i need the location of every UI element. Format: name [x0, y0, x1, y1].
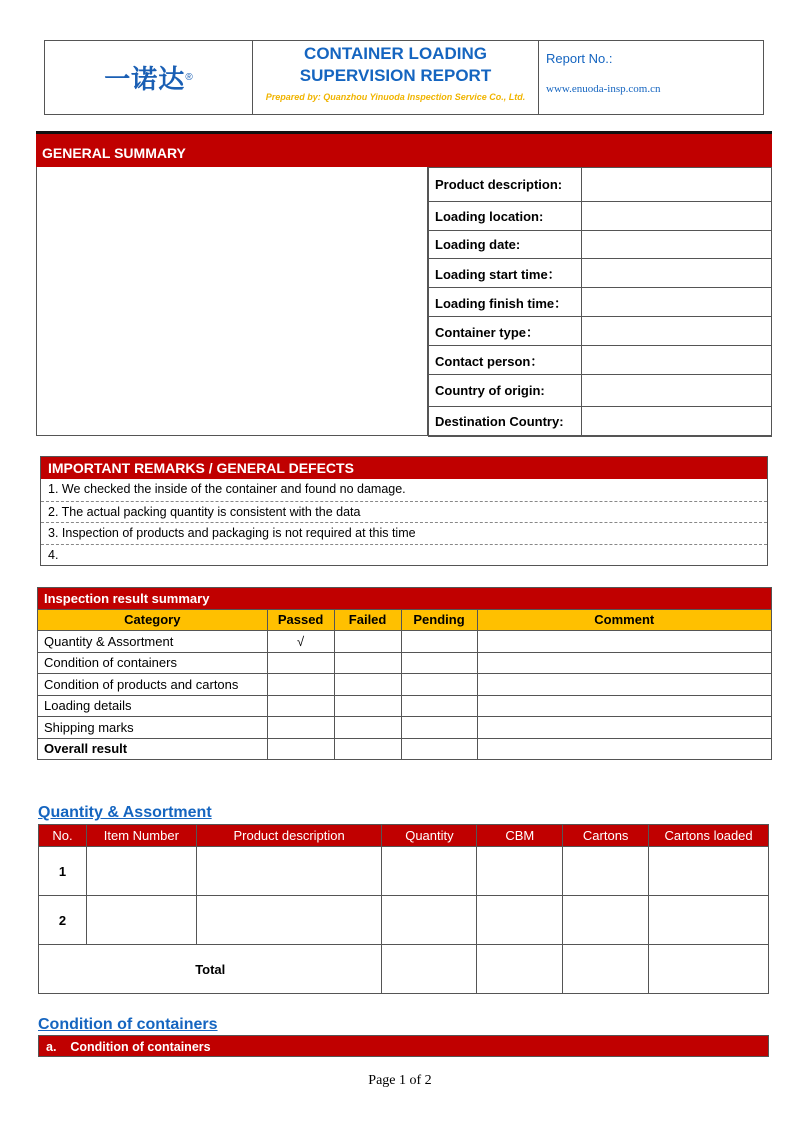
- table-row: [39, 847, 769, 896]
- field-value: [582, 168, 772, 202]
- field-value: [582, 317, 772, 346]
- col-item-number: Item Number: [86, 825, 196, 847]
- field-label: Product description:: [429, 168, 582, 202]
- comment-cell: [477, 717, 771, 739]
- failed-cell: [334, 652, 401, 674]
- total-row: [39, 945, 769, 994]
- field-label: Container type：: [429, 317, 582, 346]
- quantity-cell: [382, 896, 477, 945]
- field-label: Loading start time：: [429, 259, 582, 288]
- col-passed: Passed: [267, 609, 334, 631]
- category-cell: Quantity & Assortment: [38, 631, 268, 653]
- comment-cell: [477, 695, 771, 717]
- prepared-by: Prepared by: Quanzhou Yinuoda Inspection Service Co., Ltd.: [265, 92, 526, 102]
- field-value: [582, 231, 772, 259]
- remark-item: 3. Inspection of products and packaging is not required at this time: [41, 522, 767, 544]
- logo-registered-mark: ®: [185, 72, 193, 83]
- category-cell: Loading details: [38, 695, 268, 717]
- inspection-summary-table: [37, 587, 772, 760]
- total-cartons-loaded-cell: [649, 945, 769, 994]
- comment-cell: [477, 738, 771, 760]
- col-quantity: Quantity: [382, 825, 477, 847]
- pending-cell: [401, 631, 477, 653]
- general-summary-table: [428, 167, 772, 437]
- total-quantity-cell: [382, 945, 477, 994]
- page-number: Page 1 of 2: [368, 1073, 432, 1088]
- category-cell: Overall result: [38, 738, 268, 760]
- summary-row: [429, 259, 772, 288]
- overall-result-row: [38, 738, 772, 760]
- summary-row: [429, 202, 772, 231]
- failed-cell: [334, 738, 401, 760]
- passed-cell: [267, 674, 334, 696]
- comment-cell: [477, 652, 771, 674]
- table-row: [38, 674, 772, 696]
- important-remarks: [40, 456, 768, 566]
- description-cell: [196, 847, 382, 896]
- total-cbm-cell: [477, 945, 563, 994]
- remark-item: 1. We checked the inside of the container and found no damage.: [48, 482, 406, 496]
- field-value: [582, 288, 772, 317]
- remarks-heading: IMPORTANT REMARKS / GENERAL DEFECTS: [41, 457, 767, 479]
- cartons-cell: [563, 847, 649, 896]
- quantity-table: [38, 824, 769, 994]
- report-title: [253, 41, 539, 114]
- table-row: [38, 652, 772, 674]
- field-label: Contact person：: [429, 346, 582, 375]
- col-pending: Pending: [401, 609, 477, 631]
- total-label: Total: [39, 945, 382, 994]
- table-row: [38, 717, 772, 739]
- comment-cell: [477, 674, 771, 696]
- quantity-header-row: [39, 825, 769, 847]
- report-number-label: Report No.:: [546, 51, 613, 66]
- summary-row: [429, 231, 772, 259]
- condition-subheading: a. Condition of containers: [38, 1035, 769, 1057]
- report-info: [539, 41, 763, 114]
- summary-row: [429, 407, 772, 437]
- field-value: [582, 202, 772, 231]
- col-comment: Comment: [477, 609, 771, 631]
- cbm-cell: [477, 847, 563, 896]
- cbm-cell: [477, 896, 563, 945]
- field-label: Destination Country:: [429, 407, 582, 437]
- product-photo-area: [36, 167, 428, 436]
- remark-item: 4.: [41, 544, 767, 566]
- col-category: Category: [38, 609, 268, 631]
- table-row: [38, 631, 772, 653]
- cartons-loaded-cell: [649, 896, 769, 945]
- category-cell: Condition of products and cartons: [38, 674, 268, 696]
- pending-cell: [401, 674, 477, 696]
- passed-cell: [267, 738, 334, 760]
- description-cell: [196, 896, 382, 945]
- report-header: [44, 40, 764, 115]
- field-label: Loading finish time：: [429, 288, 582, 317]
- summary-row: [429, 288, 772, 317]
- col-product-description: Product description: [196, 825, 382, 847]
- passed-cell: [267, 717, 334, 739]
- passed-cell: [267, 695, 334, 717]
- summary-row: [429, 168, 772, 202]
- table-row: [39, 896, 769, 945]
- field-label: Loading date:: [429, 231, 582, 259]
- row-number: 2: [39, 896, 87, 945]
- total-cartons-cell: [563, 945, 649, 994]
- col-cbm: CBM: [477, 825, 563, 847]
- failed-cell: [334, 631, 401, 653]
- title-line-2: SUPERVISION REPORT: [299, 66, 492, 85]
- condition-section-title: Condition of containers: [38, 1016, 218, 1033]
- company-logo: [45, 41, 253, 114]
- inspection-heading-row: [38, 588, 772, 610]
- general-summary-heading: GENERAL SUMMARY: [36, 131, 772, 167]
- passed-cell: [267, 652, 334, 674]
- item-number-cell: [86, 847, 196, 896]
- field-label: Loading location:: [429, 202, 582, 231]
- pending-cell: [401, 695, 477, 717]
- cartons-cell: [563, 896, 649, 945]
- field-value: [582, 407, 772, 437]
- comment-cell: [477, 631, 771, 653]
- category-cell: Condition of containers: [38, 652, 268, 674]
- failed-cell: [334, 717, 401, 739]
- col-cartons: Cartons: [563, 825, 649, 847]
- field-value: [582, 259, 772, 288]
- inspection-header-row: [38, 609, 772, 631]
- col-failed: Failed: [334, 609, 401, 631]
- pending-cell: [401, 652, 477, 674]
- logo-text: 一诺达: [104, 65, 186, 95]
- field-value: [582, 375, 772, 407]
- row-number: 1: [39, 847, 87, 896]
- col-no: No.: [39, 825, 87, 847]
- summary-row: [429, 346, 772, 375]
- failed-cell: [334, 695, 401, 717]
- summary-row: [429, 317, 772, 346]
- pending-cell: [401, 717, 477, 739]
- category-cell: Shipping marks: [38, 717, 268, 739]
- website-url: www.enuoda-insp.com.cn: [546, 83, 661, 95]
- cartons-loaded-cell: [649, 847, 769, 896]
- quantity-section-title: Quantity & Assortment: [38, 804, 212, 821]
- field-value: [582, 346, 772, 375]
- summary-row: [429, 375, 772, 407]
- inspection-heading: Inspection result summary: [38, 588, 772, 610]
- remark-item: 2. The actual packing quantity is consistent with the data: [41, 501, 767, 523]
- item-number-cell: [86, 896, 196, 945]
- title-line-1: CONTAINER LOADING: [304, 44, 487, 63]
- quantity-cell: [382, 847, 477, 896]
- passed-cell: √: [267, 631, 334, 653]
- table-row: [38, 695, 772, 717]
- failed-cell: [334, 674, 401, 696]
- field-label: Country of origin:: [429, 375, 582, 407]
- pending-cell: [401, 738, 477, 760]
- col-cartons-loaded: Cartons loaded: [649, 825, 769, 847]
